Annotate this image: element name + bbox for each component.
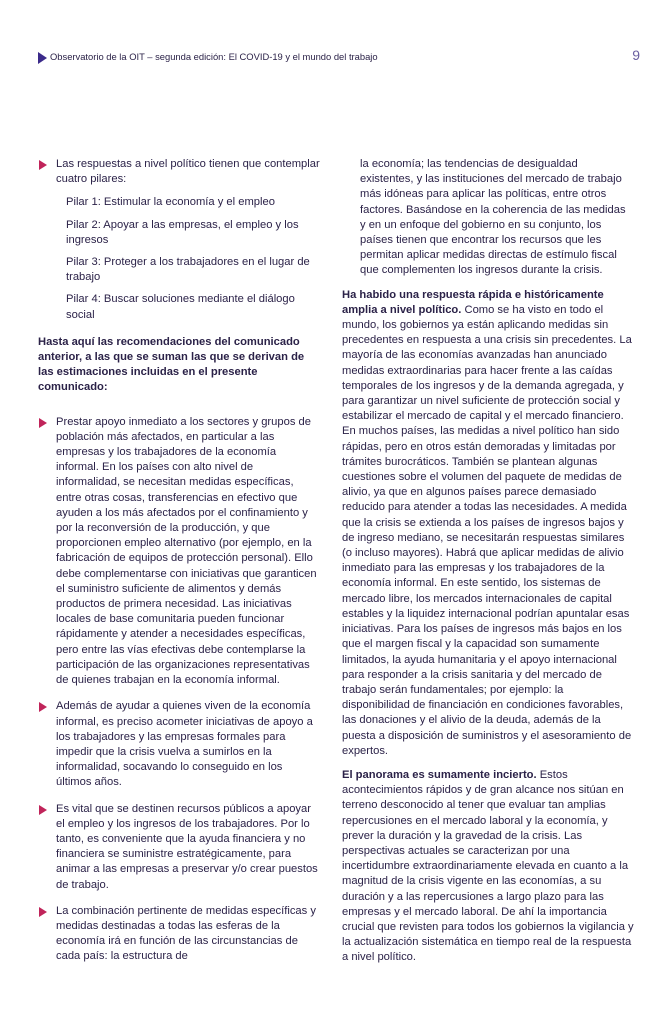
pillar-text: Pilar 2: Apoyar a las empresas, el empleo y los ingresos [66,218,299,246]
page-header [34,47,650,70]
paragraph [342,768,634,966]
bullet-text: Las respuestas a nivel político tienen que contemplar cuatro pilares: [56,158,320,186]
bullet-triangle-icon [39,160,47,170]
paragraph-body: Como se ha visto en todo el mundo, los gobiernos ya están aplicando medidas sin precedentes en respuesta a una crisis sin precedentes. La mayoría de las economías avanzadas han anunciado medidas extraordinarias para hacer frente a las caídas temporales de los ingresos y de la demanda agregada, y para garantizar un nivel suficiente de protección social y estabilizar el mercado de capital y el mercado financiero. En muchos países, las medidas a nivel político han sido rápidas, pero en otros están demoradas y limitadas por trámites burocráticos. También se plantean algunas cuestiones sobre el volumen del paquete de medidas de alivio, ya que en algunos países parece demasiado reducido para atender a todas las necesidades. A medida que la crisis se extienda a los países de ingresos bajos y de ingreso mediano, se necesitarán respuestas similares (o incluso mayores). Habrá que aplicar medidas de alivio inmediato para las empresas y los trabajadores de la economía informal. En este sentido, los sistemas de mercado libre, los mercados internacionales de capital estables y la liquidez internacional podrían apuntalar esas iniciativas. Para los países de ingresos más bajos en los que el margen fiscal y la capacidad son sumamente limitados, la ayuda humanitaria y el apoyo internacional para responder a la crisis sanitaria y del mercado de trabajo serán fundamentales; por ejemplo: la disponibilidad de financiación en condiciones favorables, las donaciones y el alivio de la deuda, además de la puesta a disposición de suministros y el asesoramiento de expertos. [342,303,632,757]
bullet-item [38,699,320,790]
bullet-text: Es vital que se destinen recursos públicos a apoyar el empleo y los ingresos de los trabajadores. Por lo tanto, es conveniente que la ayuda financiera y no financiera se suministre estratégicamente, para animar a las empresas a preservar y/o crear puestos de trabajo. [56,802,318,891]
bullet-triangle-icon [39,702,47,712]
bullet-item [38,157,320,187]
paragraph-lead: El panorama es sumamente incierto. [342,768,537,781]
bullet-text: Prestar apoyo inmediato a los sectores y grupos de población más afectados, en particular a las empresas y los trabajadores de la economía informal. En los países con alto nivel de informalidad, se necesitan medidas específicas, entre otras cosas, transferencias en efectivo que ayuden a los más afectados por el confinamiento y por la reconversión de la producción, y que proporcionen empleo alternativo (por ejemplo, en la fabricación de equipos de protección personal). Ello debe complementarse con iniciativas que garanticen el suministro suficiente de alimentos y demás productos de primera necesidad. Las iniciativas locales de base comunitaria pueden funcionar rápidamente y atender a necesidades específicas, pero entre las vías efectivas debe contemplarse la participación de las organizaciones representativas de quienes trabajan en la economía informal. [56,415,317,687]
paragraph-lead: Ha habido una respuesta rápida e históricamente amplia a nivel político. [342,288,604,316]
pillar-item [38,218,320,248]
bullet-triangle-icon [39,805,47,815]
left-column [38,157,320,965]
pillar-item [38,292,320,322]
pillar-text: Pilar 3: Proteger a los trabajadores en el lugar de trabajo [66,256,310,284]
page-number: 9 [632,47,640,63]
right-column [342,157,634,966]
bullet-triangle-icon [39,418,47,428]
pillar-text: Pilar 4: Buscar soluciones mediante el diálogo social [66,293,295,321]
bullet-item [38,415,320,689]
bullet-text: Además de ayudar a quienes viven de la economía informal, es preciso acometer iniciativas de apoyo a los trabajadores y las empresas formales para impedir que la crisis vuelva a sumirlos en la informalidad, socavando lo conseguido en los últimos años. [56,700,313,789]
bullet-triangle-icon [39,907,47,917]
pillar-item [38,195,320,210]
paragraph [342,288,634,759]
bullet-item [38,802,320,893]
header-title: Observatorio de la OIT – segunda edición: El COVID-19 y el mundo del trabajo [50,51,378,62]
bold-paragraph: Hasta aquí las recomendaciones del comunicado anterior, a las que se suman las que se derivan de las estimaciones incluidas en el presente comunicado: [38,335,305,394]
triangle-arrow-icon [38,52,47,64]
continued-bullet-text: la economía; las tendencias de desigualdad existentes, y las instituciones del mercado de trabajo más idóneas para aplicar las políticas, entre otros factores. Basándose en la coherencia de las medidas y en un enfoque del gobierno en su conjunto, los países tienen que encontrar los recursos que les permitan aplicar medidas directas de estímulo fiscal que complementen los ingresos durante la crisis. [360,158,626,277]
bullet-text: La combinación pertinente de medidas específicas y medidas destinadas a todas las esferas de la economía irá en función de las circunstancias de cada país: la estructura de [56,904,316,963]
paragraph-body: Estos acontecimientos rápidos y de gran alcance nos sitúan en terreno desconocido al tener que evaluar tan amplias repercusiones en el mercado laboral y la economía, y prever la duración y la gravedad de la crisis. Las perspectivas actuales se caracterizan por una incertidumbre extraordinariamente elevada en cuanto a la magnitud de la crisis vigente en las economías, a su duración y a las repercusiones a largo plazo para las empresas y el mercado laboral. De ahí la importancia crucial que revisten para todos los gobiernos la vigilancia y la actualización sistemática en tiempo real de la respuesta a nivel político. [342,768,634,964]
bullet-item [38,904,320,965]
pillar-item [38,255,320,285]
pillar-text: Pilar 1: Estimular la economía y el empleo [66,196,275,209]
